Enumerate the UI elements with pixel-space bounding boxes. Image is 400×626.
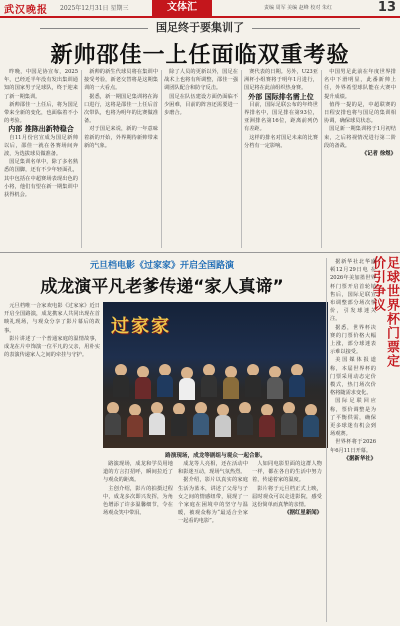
paragraph: 目前，国际足联公布的年终世界排名中，国足排在第93位，亚洲排名第16位，距离前列仍有差距。 [244, 101, 318, 133]
paragraph: 世界杯将于2026年6月11日开幕。 [330, 439, 376, 454]
top-column-2 [84, 68, 158, 250]
paragraph: 路演现场，成龙和学员用地道的方言打招呼，瞬间拉近了与观众的距离。 [103, 461, 173, 484]
paragraph: 自11月份官宣成为国足新帅以后，邵佳一就在各赛场间奔波，为选拔球员做准备。 [4, 134, 78, 158]
paragraph: 影片讲述了一个普通家庭的温情故事，成龙在片中饰演一位平凡的父亲，用朴实的表演传递家人之间的牵挂与守护。 [4, 335, 100, 359]
lower-column-2 [103, 460, 173, 622]
top-column-1 [4, 68, 78, 250]
top-column-3 [164, 68, 238, 250]
paper-name: 武汉晚报 [4, 5, 48, 16]
lower-column-3 [178, 460, 248, 622]
lower-story-headline: 成龙演平凡老爹传递“家人真谛” [40, 277, 284, 297]
section-divider [0, 252, 400, 253]
paragraph: 赛代表的日期。另外，U23亚洲杯小组赛将于明年1月进行，国足将在此前组织热身赛。 [244, 69, 318, 92]
column-rule [326, 258, 327, 622]
paragraph: 对于国足来说，新的一年意味着新的开始，外界期待新帅带来新的气象。 [84, 126, 158, 149]
kicker-rule-right [252, 28, 360, 29]
top-column-5 [324, 68, 396, 250]
paragraph: 昨晚，中国足协宣布，2025年，已经近半年没有发出集训通知的国家男子足球队，终于迎来了新一期集训。 [4, 69, 78, 100]
paragraph: 新帅的新生代球员将在集训中接受考验，新老交替将是这期集训的一大看点。 [84, 69, 158, 92]
paragraph: 新帅邵佳一上任后，将为国足带来全新的变化，也面临着不小的考验。 [4, 101, 78, 125]
lower-column-1 [4, 302, 100, 622]
paragraph: 主创介绍，影片的拍摄过程中，成龙多次即兴发挥，为角色增添了许多温馨细节，令在场观众笑中带泪。 [103, 485, 173, 517]
masthead [0, 0, 400, 18]
side-column [330, 258, 376, 622]
paragraph: 除了人员的更新以外，国足在战术上也将有所调整，邵佳一强调团队配合和防守反击。 [164, 69, 238, 92]
top-story-kicker: 国足终于要集训了 [156, 21, 244, 34]
paragraph: 国足集训名单中，除了多名熟悉的国脚，还有不少年轻面孔，其中包括在中超赛场表现出色的小将，他们有望在新一期集训中获得机会。 [4, 159, 78, 199]
column-rule [241, 70, 242, 248]
column-rule [161, 70, 162, 248]
paragraph: 据新华社北华盛顿12月29日电 在2026年美加墨世界杯门票开启首轮销售后，国际足联宣布调整部分场次票价，引发球迷关注。 [330, 259, 376, 323]
section-tab: 文体汇 [152, 0, 212, 16]
photo-caption: 路演现场，成龙等剧组与观众一起合影。 [165, 453, 266, 459]
paragraph: 值得一提的是，中超联赛的日程安排也将与国足的集训相协调，确保球员状态。 [324, 101, 396, 125]
paragraph: 影片将于元旦档正式上映，届时观众可以走进影院，感受这份简单而真挚的亲情。 [252, 485, 322, 509]
paragraph: 国际足联回应称，票价调整是为了平衡供需，确保更多球迷有机会到场观赛。 [330, 398, 376, 438]
paragraph: 这样的排名对国足未来的比赛分档有一定影响。 [244, 134, 318, 149]
side-story-headline: 足球世界杯门票定价引争议 [370, 256, 399, 368]
paragraph: 成龙等人亮相，还在活动中和影迷互动，现场气氛热烈。 [178, 461, 248, 476]
paragraph: 据悉，新一期国足集训将在海口进行，这将是邵佳一上任后首次带队，也将为明年的比赛做准备。 [84, 93, 158, 125]
top-story-headline: 新帅邵佳一上任面临双重考验 [50, 43, 350, 68]
subhead: 内部 推陈出新特稳合 [8, 124, 74, 134]
paragraph: 美国媒体报道称，本届世界杯的门票采用动态定价模式，热门场次价格将随需求变化。 [330, 357, 376, 397]
top-column-4 [244, 68, 318, 250]
crowd-row [103, 364, 328, 394]
subhead: 外部 国际排名需上位 [248, 91, 314, 101]
paragraph: 国足新一期集训将于1月初结束，之后将视情况进行第二阶段的备战。 [324, 126, 396, 149]
lower-column-4 [252, 460, 322, 622]
byline: 《据红星新闻》 [284, 510, 322, 517]
page-number: 13 [377, 0, 396, 15]
paragraph: 元旦档唯一合家欢电影《过家家》近日开启全国路演，成龙携家人共同出现在首映礼现场，与观众分享了影片幕后的故事。 [4, 303, 100, 334]
byline: 《据新华社》 [343, 455, 376, 462]
byline: 《记者 徐煜》 [361, 151, 396, 158]
column-rule [81, 70, 82, 248]
column-rule [321, 70, 322, 248]
paragraph: 中国男足此前在年度世界排名中下滑明显，此番新帅上任，外界希望球队能在大赛中提升成绩。 [324, 69, 396, 100]
editor-credits: 责编 周军 美编 赵峰 校对 朱红 [264, 5, 332, 11]
dateline: 2025年12月31日 星期三 [60, 5, 129, 12]
crowd-row [103, 402, 328, 432]
poster-title: 过家家 [111, 316, 171, 337]
paragraph: 据介绍，影片以真实的家庭生活为蓝本，讲述了父母与子女之间的情感纽带，展现了一个家庭在困境中的坚守与温暖，被观众称为“最适合全家一起看的电影”。 [178, 477, 248, 525]
lower-story-kicker: 元旦档电影《过家家》开启全国路演 [89, 261, 234, 271]
paragraph: 国足在队伍建设方面仍面临不少困难，目前的阵容还需要进一步磨合。 [164, 93, 238, 117]
movie-poster-photo [103, 302, 328, 448]
paragraph: 人如同电影里面的这群人物一样，都在各自的生活中努力着，传递着家的温度。 [252, 461, 322, 484]
paragraph: 据悉，世界杯决赛的门票价格大幅上涨，部分球迷表示难以接受。 [330, 324, 376, 356]
